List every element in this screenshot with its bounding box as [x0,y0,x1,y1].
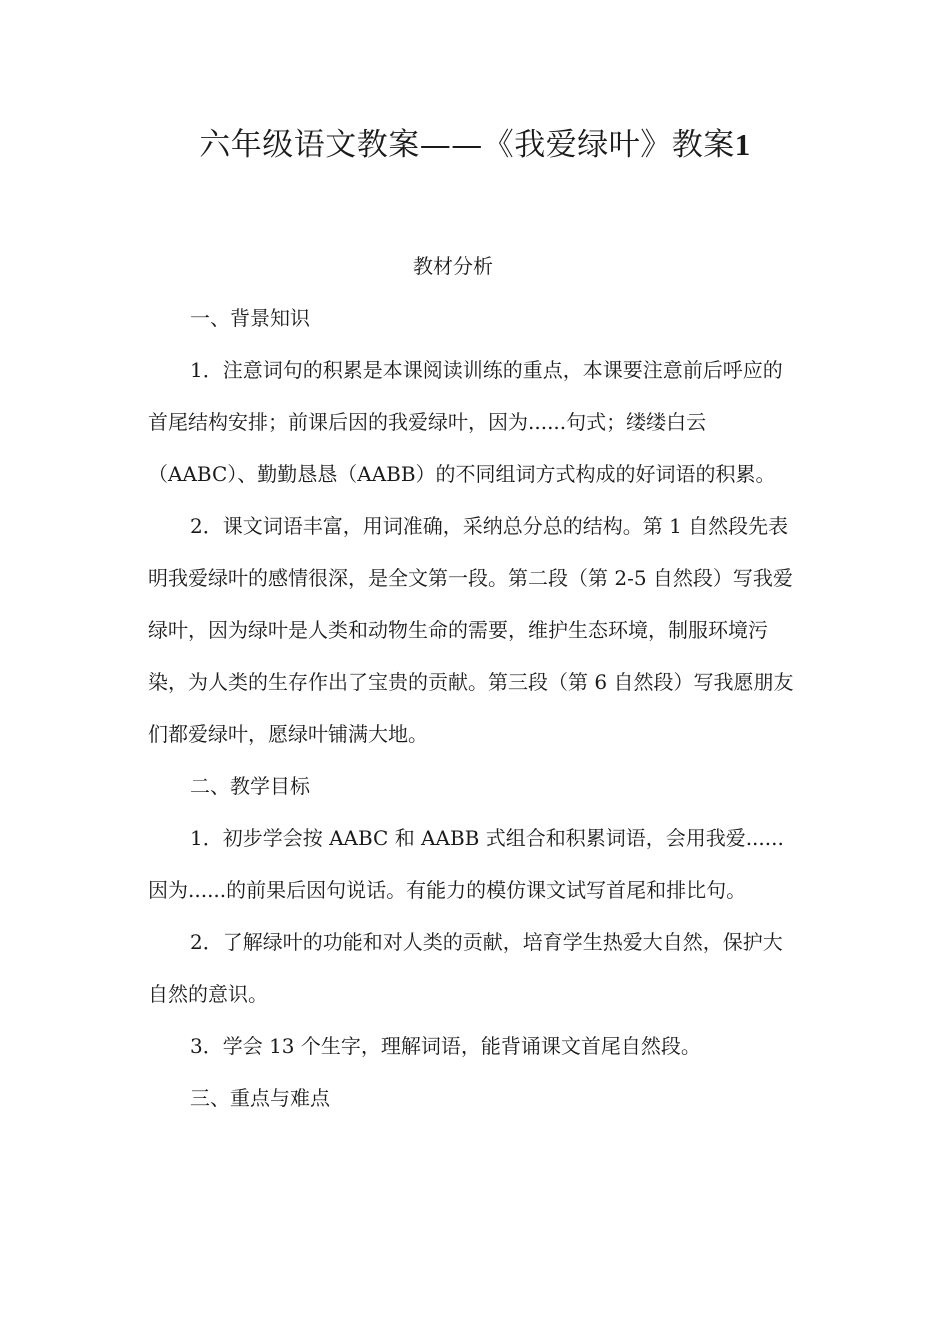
heading-background: 一、背景知识 [190,306,310,330]
document-title-text: 六年级语文教案——《我爱绿叶》教案 [199,127,735,163]
document-title-number: 1 [734,127,751,162]
paragraph-background-2: 2．课文词语丰富，用词准确，采纳总分总的结构。第 1 自然段先表明我爱绿叶的感情很深，是全文第一段。第二段（第 2-5 自然段）写我爱绿叶，因为绿叶是人类和动物生命的需要，维护生态环境，制服环境污染，为人类的生存作出了宝贵的贡献。第三段（第 6 自然段）写我愿朋友们都爱绿叶，愿绿叶铺满大地。 [148,514,794,746]
paragraph-objective-3: 3．学会 13 个生字，理解词语，能背诵课文首尾自然段。 [190,1034,701,1058]
heading-key-points: 三、重点与难点 [190,1086,330,1110]
heading-objectives: 二、教学目标 [190,774,310,798]
paragraph-objective-1: 1．初步学会按 AABC 和 AABB 式组合和积累词语，会用我爱......因为......的前果后因句说话。有能力的模仿课文试写首尾和排比句。 [148,826,784,902]
paragraph-objective-2: 2．了解绿叶的功能和对人类的贡献，培育学生热爱大自然，保护大自然的意识。 [148,930,783,1006]
paragraph-background-1: 1．注意词句的积累是本课阅读训练的重点，本课要注意前后呼应的首尾结构安排；前课后因的我爱绿叶，因为......句式；缕缕白云（AABC）、勤勤恳恳（AABB）的不同组词方式构成的好词语的积累。 [148,358,783,486]
section-title: 教材分析 [413,254,493,278]
document-title [0,120,950,170]
document-body [148,240,798,1124]
